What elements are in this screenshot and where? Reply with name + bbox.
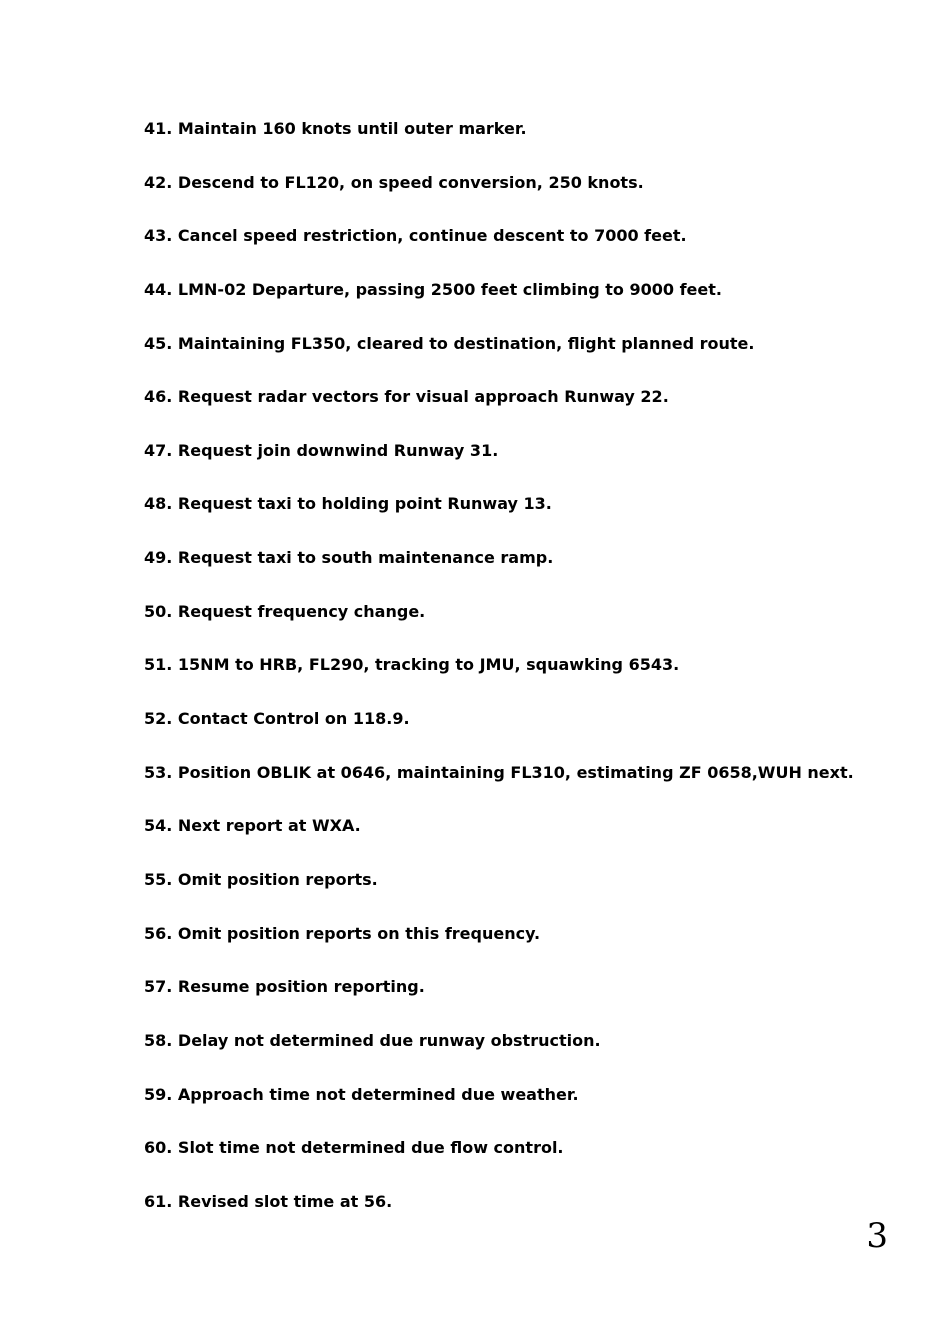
list-item: 60. Slot time not determined due flow control.	[144, 1138, 564, 1158]
list-item: 61. Revised slot time at 56.	[144, 1191, 393, 1211]
page-number: 3	[866, 1216, 888, 1256]
list-item: 54. Next report at WXA.	[144, 816, 361, 836]
list-item: 50. Request frequency change.	[144, 601, 426, 621]
list-item: 59. Approach time not determined due weather.	[144, 1084, 579, 1104]
list-item: 51. 15NM to HRB, FL290, tracking to JMU, squawking 6543.	[144, 655, 680, 675]
list-item: 46. Request radar vectors for visual approach Runway 22.	[144, 387, 669, 407]
list-item: 41. Maintain 160 knots until outer marker.	[144, 119, 527, 138]
list-item: 43. Cancel speed restriction, continue descent to 7000 feet.	[144, 226, 687, 246]
list-item: 42. Descend to FL120, on speed conversion, 250 knots.	[144, 172, 644, 192]
list-item: 47. Request join downwind Runway 31.	[144, 440, 499, 460]
list-item: 55. Omit position reports.	[144, 869, 378, 889]
list-item: 53. Position OBLIK at 0646, maintaining FL310, estimating ZF 0658,WUH next.	[144, 762, 854, 782]
list-item: 45. Maintaining FL350, cleared to destination, flight planned route.	[144, 333, 755, 353]
list-item: 57. Resume position reporting.	[144, 977, 425, 997]
list-item: 44. LMN-02 Departure, passing 2500 feet climbing to 9000 feet.	[144, 279, 722, 299]
list-item: 49. Request taxi to south maintenance ramp.	[144, 548, 554, 568]
list-item: 58. Delay not determined due runway obstruction.	[144, 1030, 601, 1050]
list-item: 52. Contact Control on 118.9.	[144, 709, 410, 729]
phrase-list	[144, 117, 884, 1243]
list-item: 56. Omit position reports on this frequency.	[144, 923, 541, 943]
list-item: 48. Request taxi to holding point Runway 13.	[144, 494, 552, 514]
